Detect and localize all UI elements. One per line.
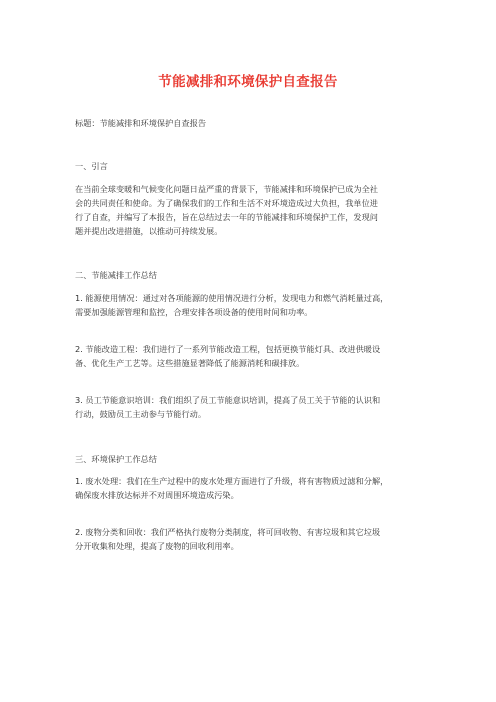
paragraph-line: 2. 废物分类和回收：我们严格执行废物分类制度，将可回收物、有害垃圾和其它垃圾 <box>75 527 381 537</box>
paragraph-line: 2. 节能改造工程：我们进行了一系列节能改造工程，包括更换节能灯具、改进供暖设 <box>75 344 381 354</box>
section-heading-environment: 三、环境保护工作总结 <box>75 454 157 464</box>
paragraph-line: 在当前全球变暖和气候变化问题日益严重的背景下，节能减排和环境保护已成为全社 <box>75 184 378 194</box>
paragraph-line: 1. 废水处理：我们在生产过程中的废水处理方面进行了升级，将有害物质过滤和分解， <box>75 476 389 486</box>
paragraph-line: 题并提出改进措施，以推动可持续发展。 <box>75 226 223 236</box>
paragraph-line: 分开收集和处理，提高了废物的回收利用率。 <box>75 541 239 551</box>
paragraph-line: 会的共同责任和使命。为了确保我们的工作和生活不对环境造成过大负担，我单位进 <box>75 198 378 208</box>
subject-line: 标题：节能减排和环境保护自查报告 <box>75 118 207 128</box>
document-title: 节能减排和环境保护自查报告 <box>158 74 338 90</box>
paragraph-line: 确保废水排放达标并不对周围环境造成污染。 <box>75 490 239 500</box>
section-heading-intro: 一、引言 <box>75 161 108 171</box>
section-heading-energy-saving: 二、节能减排工作总结 <box>75 270 157 280</box>
paragraph-line: 需要加强能源管理和监控，合理安排各项设备的使用时间和功率。 <box>75 307 313 317</box>
paragraph-line: 3. 员工节能意识培训：我们组织了员工节能意识培训，提高了员工关于节能的认识和 <box>75 395 381 405</box>
paragraph-line: 备、优化生产工艺等。这些措施显著降低了能源消耗和碳排放。 <box>75 358 305 368</box>
paragraph-line: 1. 能源使用情况：通过对各项能源的使用情况进行分析，发现电力和燃气消耗量过高， <box>75 293 389 303</box>
paragraph-line: 行了自查，并编写了本报告，旨在总结过去一年的节能减排和环境保护工作，发现问 <box>75 212 378 222</box>
paragraph-line: 行动，鼓励员工主动参与节能行动。 <box>75 409 207 419</box>
